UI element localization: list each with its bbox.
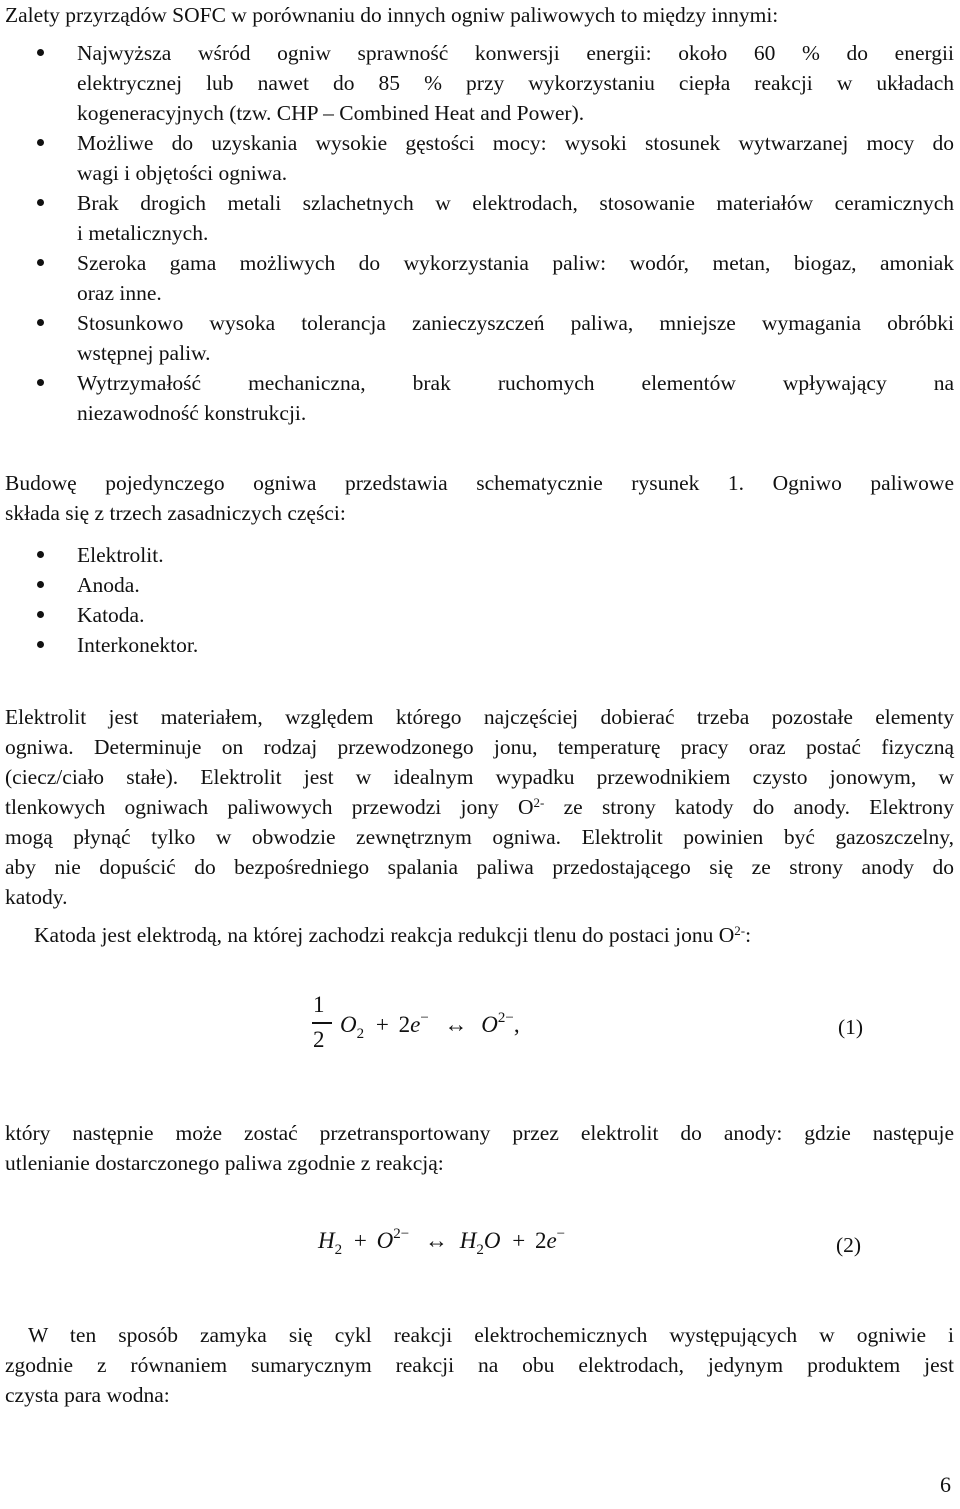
list-item-line: wagi i objętości ogniwa.	[77, 161, 288, 185]
bullet-icon	[37, 259, 44, 266]
list-item-line: niezawodność konstrukcji.	[77, 401, 307, 425]
bullet-icon	[37, 319, 44, 326]
text-run: Katoda jest elektrodą, na której zachodzi reakcja redukcji tlenu do postaci jonu O	[34, 923, 735, 947]
paragraph-line: ogniwa. Determinuje on rodzaj przewodzonego jonu, temperaturę pracy oraz postać fizyczną	[5, 735, 954, 759]
bullet-icon	[37, 611, 44, 618]
bullet-icon	[37, 139, 44, 146]
ion-charge: 2-	[734, 923, 746, 938]
paragraph-line: Budowę pojedynczego ogniwa przedstawia schematycznie rysunek 1. Ogniwo paliwowe	[5, 471, 954, 495]
paragraph-line: aby nie dopuścić do bezpośredniego spalania paliwa przedostającego się ze strony anody do	[5, 855, 954, 879]
paragraph-line: Elektrolit jest materiałem, względem którego najczęściej dobierać trzeba pozostałe elementy	[5, 705, 954, 729]
equation-body: $O_2 + 2e^-$ ↔ $O^{2-}$,	[340, 1010, 520, 1042]
list-item: Anoda.	[77, 573, 140, 597]
text-run: :	[745, 923, 752, 947]
intro-text: Zalety przyrządów SOFC w porównaniu do innych ogniw paliwowych to między innymi:	[5, 3, 779, 27]
bullet-icon	[37, 641, 44, 648]
bullet-icon	[37, 581, 44, 588]
list-item-line: wstępnej paliw.	[77, 341, 211, 365]
list-item-line: Możliwe do uzyskania wysokie gęstości mocy: wysoki stosunek wytwarzanej mocy do	[77, 131, 954, 155]
bullet-icon	[37, 49, 44, 56]
list-item-line: Szeroka gama możliwych do wykorzystania paliw: wodór, metan, biogaz, amoniak	[77, 251, 954, 275]
paragraph-line: czysta para wodna:	[5, 1383, 170, 1407]
paragraph-line: mogą płynąć tylko w obwodzie zewnętrznym ogniwa. Elektrolit powinien być gazoszczelny,	[5, 825, 954, 849]
paragraph-line: składa się z trzech zasadniczych części:	[5, 501, 346, 525]
paragraph-line: który następnie może zostać przetransportowany przez elektrolit do anody: gdzie następuje	[5, 1121, 954, 1145]
list-item: Interkonektor.	[77, 633, 199, 657]
bullet-icon	[37, 379, 44, 386]
list-item-line: oraz inne.	[77, 281, 162, 305]
list-item-line: Wytrzymałość mechaniczna, brak ruchomych elementów wpływający na	[77, 371, 954, 395]
list-item-line: Stosunkowo wysoka tolerancja zanieczyszczeń paliwa, mniejsze wymagania obróbki	[77, 311, 954, 335]
page-number: 6	[940, 1472, 951, 1497]
list-item-line: i metalicznych.	[77, 221, 209, 245]
list-item-line: Brak drogich metali szlachetnych w elektrodach, stosowanie materiałów ceramicznych	[77, 191, 954, 215]
equation-number: (2)	[836, 1233, 862, 1257]
equation-number: (1)	[838, 1015, 864, 1039]
paragraph-line: katody.	[5, 885, 68, 909]
list-item-line: elektrycznej lub nawet do 85 % przy wykorzystaniu ciepła reakcji w układach	[77, 71, 954, 95]
paragraph-line: (ciecz/ciało stałe). Elektrolit jest w idealnym wypadku przewodnikiem czysto jonowym, w	[5, 765, 954, 789]
paragraph-line: zgodnie z równaniem sumarycznym reakcji na obu elektrodach, jedynym produktem jest	[5, 1353, 954, 1377]
list-item-line: Najwyższa wśród ogniw sprawność konwersji energii: około 60 % do energii	[77, 41, 954, 65]
bullet-icon	[37, 199, 44, 206]
text-run: tlenkowych ogniwach paliwowych przewodzi jony O	[5, 795, 534, 819]
list-item: Elektrolit.	[77, 543, 164, 567]
list-item: Katoda.	[77, 603, 145, 627]
paragraph-line	[5, 792, 954, 822]
paragraph-line: utlenianie dostarczonego paliwa zgodnie z reakcją:	[5, 1151, 444, 1175]
fraction-denominator: 2	[313, 1027, 325, 1052]
cathode-paragraph	[34, 920, 751, 950]
bullet-icon	[37, 551, 44, 558]
text-run: ze strony katody do anody. Elektrony	[544, 795, 954, 819]
fraction-numerator: 1	[313, 992, 325, 1017]
ion-charge: 2-	[533, 795, 545, 810]
paragraph-line: W ten sposób zamyka się cykl reakcji elektrochemicznych występujących w ogniwie i	[28, 1323, 954, 1347]
equation-body: $H_2 + O^{2-}$ ↔ $H_2O + 2e^-$	[318, 1226, 566, 1258]
fraction-bar	[312, 1022, 332, 1024]
list-item-line: kogeneracyjnych (tzw. CHP – Combined Heat and Power).	[77, 101, 585, 125]
